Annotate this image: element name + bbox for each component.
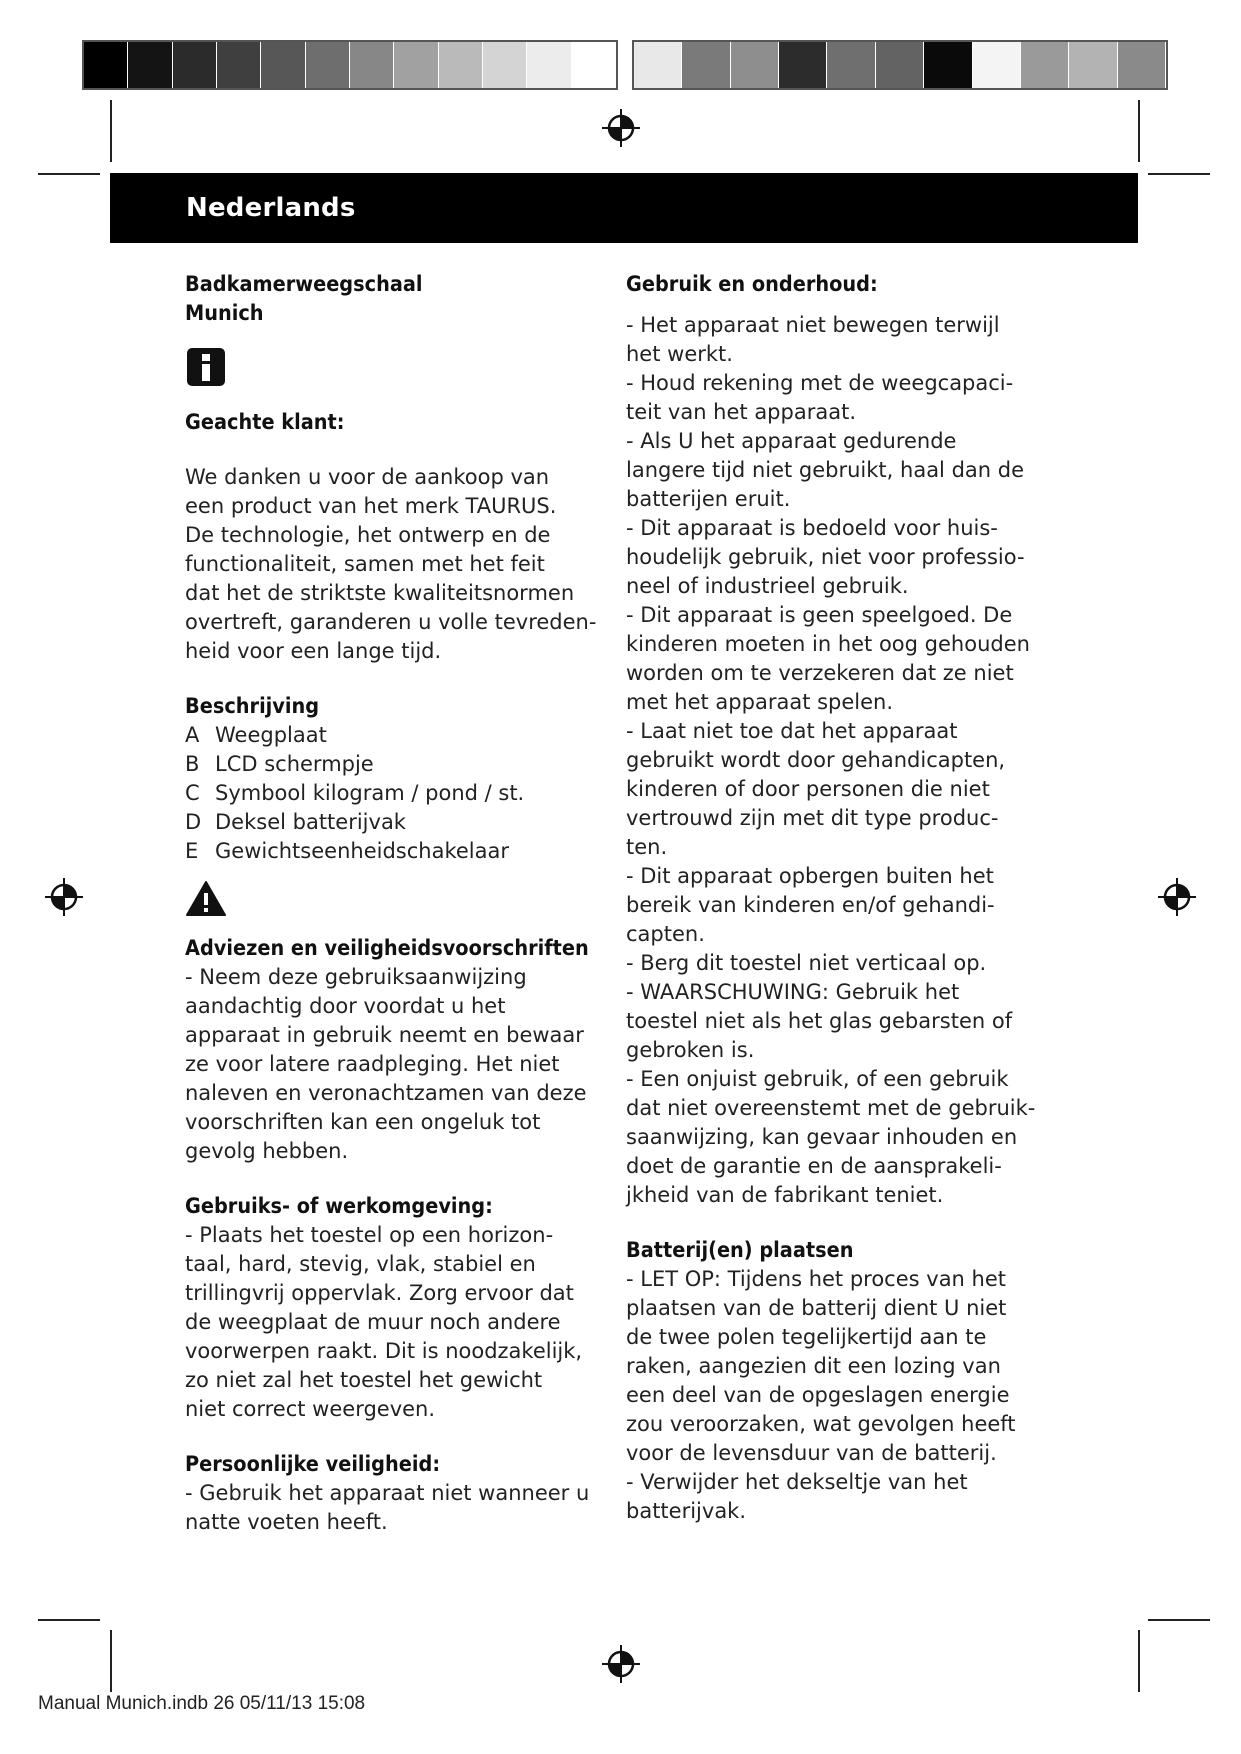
paragraph-line: toestel niet als het glas gebarsten of [626,1009,1013,1033]
paragraph-line: - Het apparaat niet bewegen terwijl [626,313,1000,337]
paragraph-line: batterijvak. [626,1499,747,1523]
paragraph-line: - Berg dit toestel niet verticaal op. [626,951,987,975]
paragraph-line: voor de levensduur van de batterij. [626,1441,997,1465]
description-item [185,779,605,808]
item-text: Symbool kilogram / pond / st. [215,781,525,805]
item-text: Gewichtseenheidschakelaar [215,839,509,863]
paragraph-line: teit van het apparaat. [626,400,856,424]
language-title: Nederlands [186,193,356,223]
description-list [185,721,605,866]
description-item [185,721,605,750]
paragraph-line: gebruikt wordt door gehandicapten, [626,748,1006,772]
registration-mark-right-icon [1157,877,1197,917]
color-swatch [483,42,527,88]
paragraph-line: kinderen moeten in het oog gehouden [626,632,1030,656]
paragraph-line: zou veroorzaken, wat gevolgen heeft [626,1412,1016,1436]
safety-line: voorschriften kan een ongeluk tot [185,1110,541,1134]
paragraph-line: - WAARSCHUWING: Gebruik het [626,980,960,1004]
paragraph-line: - LET OP: Tijdens het proces van het [626,1267,1007,1291]
color-swatch [876,42,924,88]
paragraph-line: raken, aangezien dit een lozing van [626,1354,1001,1378]
item-letter: D [185,810,202,834]
registration-mark-top-icon [601,108,641,148]
color-swatch [779,42,827,88]
environment-heading: Gebruiks- of werkomgeving: [185,1194,493,1218]
crop-mark-top-right-vertical [1138,100,1140,162]
color-swatch [973,42,1021,88]
color-calibration-bar-right [632,40,1168,90]
color-swatch [731,42,779,88]
crop-mark-bottom-right-vertical [1138,1630,1140,1692]
paragraph-line: - Dit apparaat is bedoeld voor huis- [626,516,998,540]
color-swatch [1069,42,1117,88]
personal-safety-heading: Persoonlijke veiligheid: [185,1452,441,1476]
color-swatch [682,42,730,88]
paragraph-line: vertrouwd zijn met dit type produc- [626,806,999,830]
item-letter: C [185,781,200,805]
description-heading: Beschrijving [185,694,320,718]
safety-line: ze voor latere raadpleging. Het niet [185,1052,560,1076]
color-calibration-bar-left [82,40,618,90]
environment-line: taal, hard, stevig, vlak, stabiel en [185,1252,536,1276]
environment-line: trillingvrij oppervlak. Zorg ervoor dat [185,1281,574,1305]
left-column [185,270,605,1537]
paragraph-line: langere tijd niet gebruikt, haal dan de [626,458,1025,482]
crop-mark-bottom-left-vertical [110,1630,112,1692]
item-letter: A [185,723,200,747]
paragraph-line: de twee polen tegelijkertijd aan te [626,1325,987,1349]
color-swatch [572,42,616,88]
paragraph-line: batterijen eruit. [626,487,791,511]
environment-line: niet correct weergeven. [185,1397,436,1421]
crop-mark-top-right-horizontal [1148,173,1210,175]
product-name-line1: Badkamerweegschaal [185,272,423,296]
color-swatch [1118,42,1166,88]
intro-paragraph [185,463,605,666]
greeting-heading: Geachte klant: [185,410,345,434]
crop-mark-bottom-left-horizontal [38,1619,100,1621]
intro-line: een product van het merk TAURUS. [185,494,557,518]
paragraph-line: doet de garantie en de aansprakeli- [626,1154,1002,1178]
intro-line: functionaliteit, samen met het feit [185,552,545,576]
paragraph-line: - Dit apparaat opbergen buiten het [626,864,994,888]
paragraph-line: saanwijzing, kan gevaar inhouden en [626,1125,1018,1149]
personal-safety-paragraph [185,1479,605,1537]
paragraph-line: plaatsen van de batterij dient U niet [626,1296,1007,1320]
paragraph-line: gebroken is. [626,1038,755,1062]
personal-line: natte voeten heeft. [185,1510,388,1534]
color-swatch [924,42,972,88]
color-swatch [217,42,261,88]
warning-icon [185,878,227,920]
safety-paragraph [185,963,605,1166]
description-item [185,808,605,837]
language-header-bar [110,173,1138,243]
registration-mark-left-icon [44,877,84,917]
color-swatch [350,42,394,88]
paragraph-line: worden om te verzekeren dat ze niet [626,661,1014,685]
safety-heading: Adviezen en veiligheidsvoorschriften [185,936,589,960]
safety-line: apparaat in gebruik neemt en bewaar [185,1023,584,1047]
paragraph-line: ten. [626,835,668,859]
item-letter: B [185,752,200,776]
use-maintenance-heading: Gebruik en onderhoud: [626,272,878,296]
paragraph-line: dat niet overeenstemt met de gebruik- [626,1096,1036,1120]
color-swatch [261,42,305,88]
color-swatch [394,42,438,88]
intro-line: overtreft, garanderen u volle tevreden- [185,610,597,634]
environment-line: zo niet zal het toestel het gewicht [185,1368,543,1392]
paragraph-line: - Dit apparaat is geen speelgoed. De [626,603,1013,627]
product-name-line2: Munich [185,301,264,325]
paragraph-line: - Als U het apparaat gedurende [626,429,957,453]
color-swatch [128,42,172,88]
color-swatch [527,42,571,88]
paragraph-line: het werkt. [626,342,733,366]
safety-line: gevolg hebben. [185,1139,349,1163]
registration-mark-bottom-icon [601,1644,641,1684]
color-swatch [306,42,350,88]
environment-line: de weegplaat de muur noch andere [185,1310,561,1334]
battery-heading: Batterij(en) plaatsen [626,1238,854,1262]
paragraph-line: houdelijk gebruik, niet voor professio- [626,545,1025,569]
safety-line: - Neem deze gebruiksaanwijzing [185,965,527,989]
paragraph-line: - Verwijder het dekseltje van het [626,1470,968,1494]
color-swatch [173,42,217,88]
print-slug: Manual Munich.indb 26 05/11/13 15:08 [38,1693,366,1714]
info-icon [185,346,227,388]
paragraph-line: capten. [626,922,705,946]
color-swatch [634,42,682,88]
crop-mark-top-left-horizontal [38,173,100,175]
personal-line: - Gebruik het apparaat niet wanneer u [185,1481,590,1505]
safety-line: naleven en veronachtzamen van deze [185,1081,587,1105]
safety-line: aandachtig door voordat u het [185,994,506,1018]
paragraph-line: - Een onjuist gebruik, of een gebruik [626,1067,1009,1091]
intro-line: De technologie, het ontwerp en de [185,523,551,547]
intro-line: We danken u voor de aankoop van [185,465,550,489]
description-item [185,750,605,779]
paragraph-line: bereik van kinderen en/of gehandi- [626,893,995,917]
intro-line: heid voor een lange tijd. [185,639,442,663]
color-swatch [827,42,875,88]
environment-paragraph [185,1221,605,1424]
color-swatch [84,42,128,88]
item-letter: E [185,839,199,863]
paragraph-line: - Laat niet toe dat het apparaat [626,719,958,743]
item-text: Weegplaat [215,723,327,747]
intro-line: dat het de striktste kwaliteitsnormen [185,581,575,605]
environment-line: - Plaats het toestel op een horizon- [185,1223,554,1247]
paragraph-line: kinderen of door personen die niet [626,777,990,801]
paragraph-line: neel of industrieel gebruik. [626,574,909,598]
right-column [626,270,1066,1526]
environment-line: voorwerpen raakt. Dit is noodzakelijk, [185,1339,583,1363]
paragraph-line: - Houd rekening met de weegcapaci- [626,371,1014,395]
paragraph-line: jkheid van de fabrikant teniet. [626,1183,944,1207]
paragraph-line: met het apparaat spelen. [626,690,894,714]
crop-mark-bottom-right-horizontal [1148,1619,1210,1621]
description-item [185,837,605,866]
item-text: LCD schermpje [215,752,374,776]
item-text: Deksel batterijvak [215,810,406,834]
color-swatch [439,42,483,88]
crop-mark-top-left-vertical [110,100,112,162]
paragraph-line: een deel van de opgeslagen energie [626,1383,1010,1407]
color-swatch [1021,42,1069,88]
battery-paragraph [626,1265,1066,1526]
use-maintenance-paragraph [626,311,1066,1210]
